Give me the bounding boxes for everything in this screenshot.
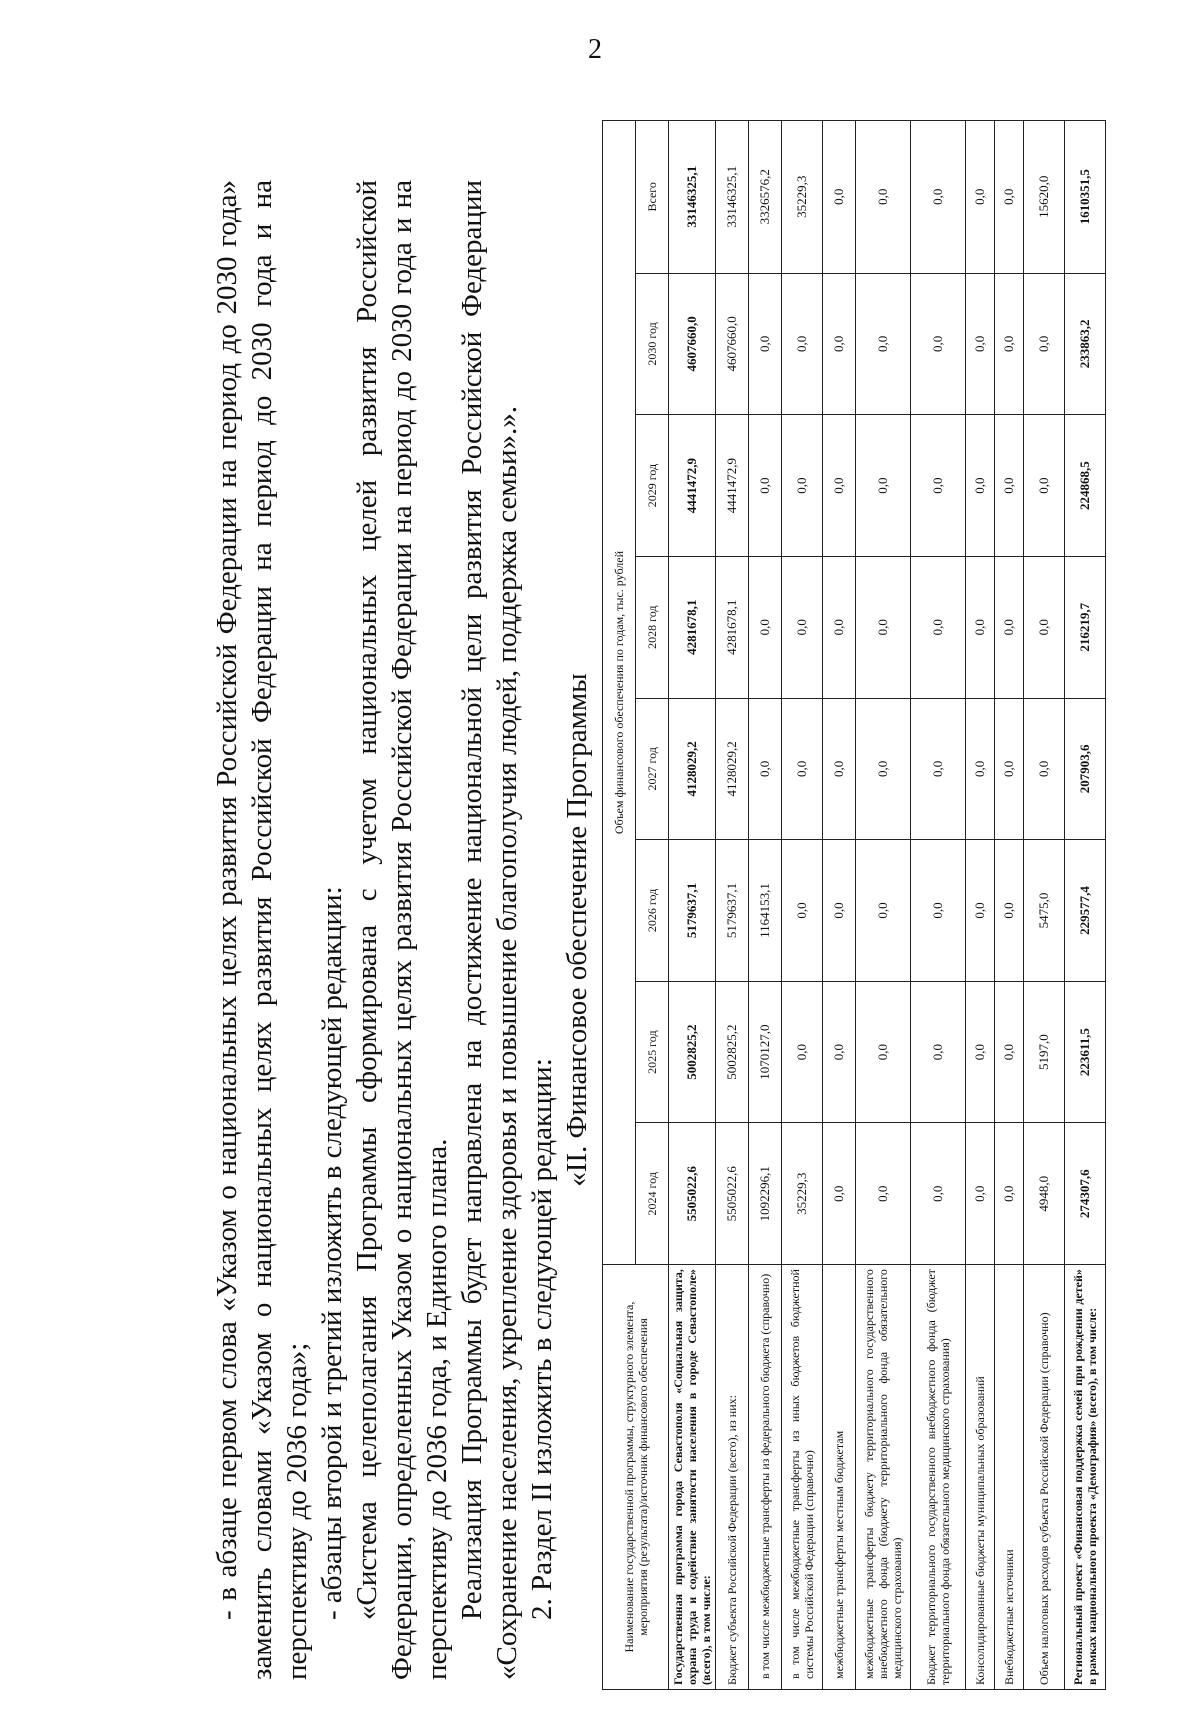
paragraph: «II. Финансовое обеспечение Программы bbox=[561, 673, 593, 1187]
value-cell: 0,0 bbox=[749, 698, 782, 840]
value-cell: 5002825,2 bbox=[669, 981, 716, 1123]
row-name-cell: Консолидированные бюджеты муниципальных образований bbox=[966, 1265, 995, 1690]
value-cell: 4948,0 bbox=[1024, 1123, 1065, 1265]
table-body bbox=[669, 121, 1106, 1690]
value-cell: 0,0 bbox=[856, 121, 911, 274]
row-name-cell: межбюджетные трансферты местным бюджетам bbox=[823, 1265, 856, 1690]
value-cell: 33146325,1 bbox=[716, 121, 749, 274]
value-cell: 224868,5 bbox=[1065, 415, 1106, 557]
row-name-cell: Бюджет территориального государственного внебюджетного фонда (бюджет территориального фонда обязательного медицинского страхования) bbox=[911, 1265, 966, 1690]
value-cell: 0,0 bbox=[823, 1123, 856, 1265]
value-cell: 4281678,1 bbox=[669, 556, 716, 698]
value-cell: 207903,6 bbox=[1065, 698, 1106, 840]
value-cell: 0,0 bbox=[1024, 556, 1065, 698]
value-cell: 0,0 bbox=[749, 556, 782, 698]
column-header-name: Наименование государственной программы, структурного элемента, мероприятия (результата)/источник финансового обеспечения bbox=[603, 1265, 669, 1690]
value-cell: 15620,0 bbox=[1024, 121, 1065, 274]
financing-table bbox=[602, 120, 1106, 1690]
paragraph: Реализация Программы будет направлена на достижение национальной цели развития Российской Федерации «Сохранение населения, укрепление здоровья и повышение благополучия людей, поддержка семьи».». bbox=[456, 180, 523, 1680]
column-header-year: 2024 год bbox=[636, 1123, 669, 1265]
value-cell: 0,0 bbox=[856, 273, 911, 415]
value-cell: 5179637,1 bbox=[716, 840, 749, 982]
value-cell: 216219,7 bbox=[1065, 556, 1106, 698]
value-cell: 3326576,2 bbox=[749, 121, 782, 274]
row-name-cell: Бюджет субъекта Российской Федерации (всего), из них: bbox=[716, 1265, 749, 1690]
column-header-year: 2028 год bbox=[636, 556, 669, 698]
value-cell: 223611,5 bbox=[1065, 981, 1106, 1123]
value-cell: 5505022,6 bbox=[669, 1123, 716, 1265]
value-cell: 4607660,0 bbox=[669, 273, 716, 415]
value-cell: 0,0 bbox=[782, 840, 823, 982]
value-cell: 0,0 bbox=[911, 698, 966, 840]
value-cell: 0,0 bbox=[782, 273, 823, 415]
row-name-cell: Региональный проект «Финансовая поддержка семей при рождении детей» в рамках национального проекта «Демография» (всего), в том числе: bbox=[1065, 1265, 1106, 1690]
value-cell: 0,0 bbox=[856, 1123, 911, 1265]
value-cell: 0,0 bbox=[856, 556, 911, 698]
value-cell: 4441472,9 bbox=[716, 415, 749, 557]
table-row bbox=[749, 121, 782, 1690]
page-number: 2 bbox=[588, 34, 602, 65]
column-header-year: Всего bbox=[636, 121, 669, 274]
value-cell: 0,0 bbox=[823, 981, 856, 1123]
paragraph: 2. Раздел II изложить в следующей редакции: bbox=[526, 1058, 558, 1620]
value-cell: 5505022,6 bbox=[716, 1123, 749, 1265]
value-cell: 0,0 bbox=[995, 273, 1024, 415]
value-cell: 0,0 bbox=[823, 840, 856, 982]
value-cell: 0,0 bbox=[911, 121, 966, 274]
table-row bbox=[716, 121, 749, 1690]
value-cell: 1164153,1 bbox=[749, 840, 782, 982]
value-cell: 1610351,5 bbox=[1065, 121, 1106, 274]
value-cell: 229577,4 bbox=[1065, 840, 1106, 982]
value-cell: 5197,0 bbox=[1024, 981, 1065, 1123]
row-name-cell: Государственная программа города Севастополя «Социальная защита, охрана труда и содействие занятости населения в городе Севастополе» (всего), в том числе: bbox=[669, 1265, 716, 1690]
value-cell: 0,0 bbox=[995, 698, 1024, 840]
value-cell: 0,0 bbox=[995, 121, 1024, 274]
value-cell: 5179637,1 bbox=[669, 840, 716, 982]
value-cell: 0,0 bbox=[911, 981, 966, 1123]
table-row bbox=[995, 121, 1024, 1690]
value-cell: 0,0 bbox=[966, 698, 995, 840]
value-cell: 33146325,1 bbox=[669, 121, 716, 274]
paragraph: «Система целеполагания Программы сформирована с учетом национальных целей развития Российской Федерации, определенных Указом о национальных целях развития Российской Федерации на период до 2030 года и на перспективу до 2036 года, и Единого плана. bbox=[351, 180, 453, 1680]
paragraph: - абзацы второй и третий изложить в следующей редакции: bbox=[316, 886, 348, 1620]
column-header-year: 2029 год bbox=[636, 415, 669, 557]
value-cell: 233863,2 bbox=[1065, 273, 1106, 415]
table-row bbox=[782, 121, 823, 1690]
value-cell: 274307,6 bbox=[1065, 1123, 1106, 1265]
column-group-header: Объем финансового обеспечения по годам, тыс. рублей bbox=[603, 121, 636, 1265]
paragraph: - в абзаце первом слова «Указом о национальных целях развития Российской Федерации на период до 2030 года» заменить словами «Указом о национальных целях развития Российской Федерации на период до 2030 года и на перспективу до 2036 года»; bbox=[211, 180, 313, 1680]
value-cell: 0,0 bbox=[782, 556, 823, 698]
value-cell: 0,0 bbox=[995, 556, 1024, 698]
value-cell: 0,0 bbox=[995, 1123, 1024, 1265]
table-row bbox=[966, 121, 995, 1690]
table-row bbox=[823, 121, 856, 1690]
value-cell: 0,0 bbox=[911, 840, 966, 982]
value-cell: 0,0 bbox=[1024, 273, 1065, 415]
value-cell: 0,0 bbox=[966, 273, 995, 415]
value-cell: 0,0 bbox=[749, 415, 782, 557]
value-cell: 0,0 bbox=[966, 840, 995, 982]
value-cell: 0,0 bbox=[782, 981, 823, 1123]
value-cell: 0,0 bbox=[966, 415, 995, 557]
row-name-cell: Объем налоговых расходов субъекта Российской Федерации (справочно) bbox=[1024, 1265, 1065, 1690]
table-row bbox=[856, 121, 911, 1690]
value-cell: 0,0 bbox=[823, 556, 856, 698]
value-cell: 5475,0 bbox=[1024, 840, 1065, 982]
column-header-year: 2027 год bbox=[636, 698, 669, 840]
value-cell: 1070127,0 bbox=[749, 981, 782, 1123]
value-cell: 0,0 bbox=[966, 121, 995, 274]
value-cell: 35229,3 bbox=[782, 121, 823, 274]
value-cell: 0,0 bbox=[966, 981, 995, 1123]
value-cell: 4607660,0 bbox=[716, 273, 749, 415]
value-cell: 0,0 bbox=[856, 415, 911, 557]
value-cell: 0,0 bbox=[911, 273, 966, 415]
value-cell: 0,0 bbox=[856, 698, 911, 840]
value-cell: 0,0 bbox=[966, 556, 995, 698]
value-cell: 4128029,2 bbox=[669, 698, 716, 840]
value-cell: 0,0 bbox=[995, 840, 1024, 982]
value-cell: 0,0 bbox=[823, 698, 856, 840]
table-row bbox=[1024, 121, 1065, 1690]
value-cell: 0,0 bbox=[911, 1123, 966, 1265]
value-cell: 0,0 bbox=[823, 121, 856, 274]
column-header-year: 2026 год bbox=[636, 840, 669, 982]
value-cell: 0,0 bbox=[749, 273, 782, 415]
row-name-cell: в том числе межбюджетные трансферты из иных бюджетов бюджетной системы Российской Федерации (справочно) bbox=[782, 1265, 823, 1690]
value-cell: 4128029,2 bbox=[716, 698, 749, 840]
table-row bbox=[1065, 121, 1106, 1690]
value-cell: 0,0 bbox=[823, 415, 856, 557]
row-name-cell: межбюджетные трансферты бюджету территориального государственного внебюджетного фонда (бюджету территориального фонда обязательного медицинского страхования) bbox=[856, 1265, 911, 1690]
rotated-content bbox=[210, 110, 1170, 1700]
value-cell: 0,0 bbox=[995, 981, 1024, 1123]
value-cell: 35229,3 bbox=[782, 1123, 823, 1265]
table-row bbox=[669, 121, 716, 1690]
value-cell: 1092296,1 bbox=[749, 1123, 782, 1265]
value-cell: 4281678,1 bbox=[716, 556, 749, 698]
value-cell: 0,0 bbox=[856, 981, 911, 1123]
value-cell: 0,0 bbox=[995, 415, 1024, 557]
row-name-cell: Внебюджетные источники bbox=[995, 1265, 1024, 1690]
column-header-year: 2030 год bbox=[636, 273, 669, 415]
table-row bbox=[911, 121, 966, 1690]
value-cell: 0,0 bbox=[911, 556, 966, 698]
value-cell: 5002825,2 bbox=[716, 981, 749, 1123]
row-name-cell: в том числе межбюджетные трансферты из федерального бюджета (справочно) bbox=[749, 1265, 782, 1690]
text-body bbox=[210, 180, 595, 1680]
value-cell: 0,0 bbox=[782, 415, 823, 557]
value-cell: 0,0 bbox=[1024, 415, 1065, 557]
value-cell: 0,0 bbox=[911, 415, 966, 557]
value-cell: 0,0 bbox=[966, 1123, 995, 1265]
column-header-year: 2025 год bbox=[636, 981, 669, 1123]
value-cell: 0,0 bbox=[782, 698, 823, 840]
value-cell: 4441472,9 bbox=[669, 415, 716, 557]
value-cell: 0,0 bbox=[856, 840, 911, 982]
value-cell: 0,0 bbox=[823, 273, 856, 415]
value-cell: 0,0 bbox=[1024, 698, 1065, 840]
